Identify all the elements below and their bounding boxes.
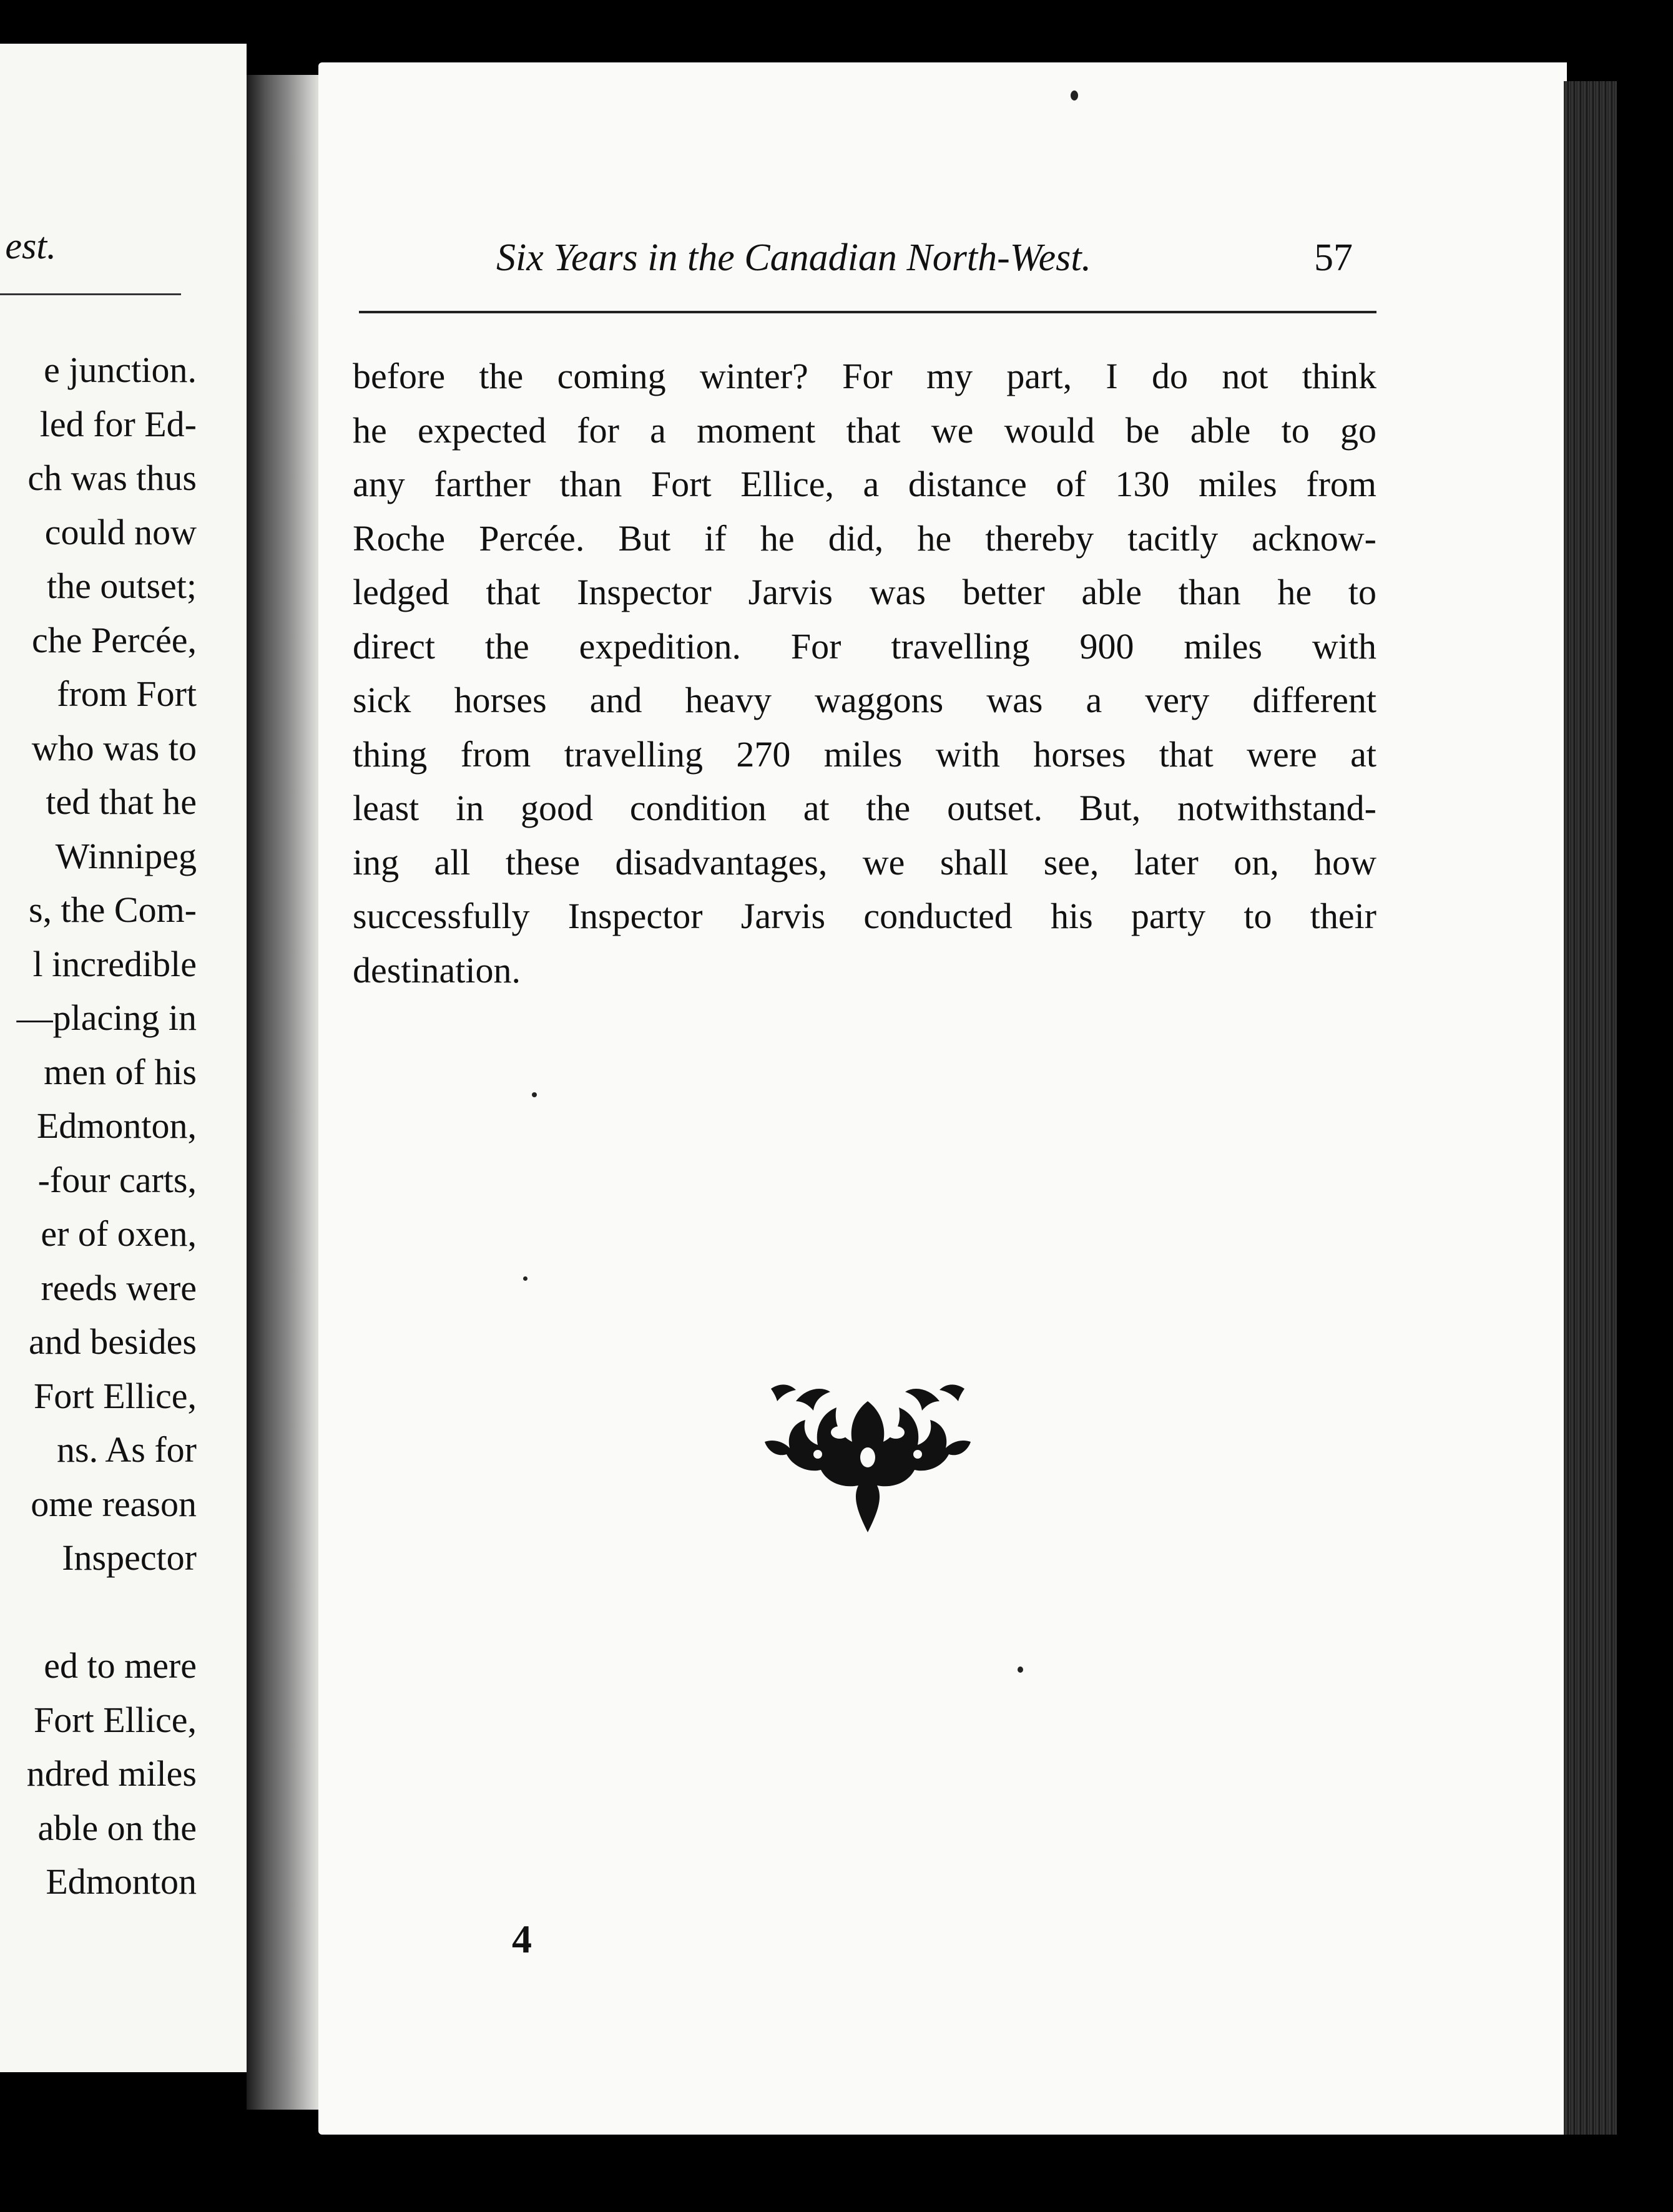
left-line: s, the Com- (28, 889, 197, 930)
body-line: successfully Inspector Jarvis conducted his party to their (353, 896, 1376, 936)
header-rule (359, 311, 1376, 313)
left-line: ome reason (31, 1483, 197, 1524)
body-line: thing from travelling 270 miles with horses that were at (353, 733, 1376, 775)
left-running-head-fragment: est. (5, 225, 56, 267)
running-head: Six Years in the Canadian North-West. (496, 237, 1092, 279)
left-line: could now (44, 511, 197, 552)
page-number: 57 (1314, 237, 1353, 279)
body-line: Roche Percée. But if he did, he thereby tacitly acknow- (353, 517, 1376, 559)
body-line: destination. (353, 949, 521, 991)
left-line: che Percée, (31, 619, 197, 660)
left-line: l incredible (32, 943, 197, 984)
body-text (353, 350, 1376, 997)
paragraph-gap (17, 1585, 197, 1640)
left-line: able on the (37, 1807, 197, 1848)
left-line: ed to mere (44, 1645, 197, 1686)
left-line: ch was thus (27, 458, 197, 498)
left-line: ndred miles (26, 1753, 197, 1794)
left-line: Winnipeg (55, 835, 197, 876)
left-line: men of his (44, 1051, 197, 1092)
binding-gutter (247, 75, 321, 2110)
body-line: sick horses and heavy waggons was a very different (353, 680, 1376, 720)
left-line: e junction. (44, 350, 197, 390)
ink-speck (1018, 1666, 1023, 1673)
left-page-text (17, 343, 197, 1909)
left-line: from Fort (57, 673, 197, 714)
left-line: ted that he (46, 781, 197, 822)
body-line: ledged that Inspector Jarvis was better able than he to (353, 572, 1376, 612)
left-line: Fort Ellice, (34, 1375, 197, 1416)
page-fore-edge (1564, 81, 1617, 2135)
left-line: reeds were (41, 1267, 197, 1308)
left-line: who was to (31, 727, 197, 768)
body-line: direct the expedition. For travelling 900 miles with (353, 625, 1376, 667)
left-line: the outset; (46, 565, 197, 606)
body-line: least in good condition at the outset. But, notwithstand- (353, 788, 1376, 828)
left-page (0, 44, 247, 2072)
left-header-rule (0, 293, 181, 295)
left-line: -four carts, (37, 1159, 197, 1200)
tailpiece-ornament-icon (758, 1364, 977, 1539)
signature-mark: 4 (512, 1917, 532, 1961)
left-line: and besides (29, 1321, 197, 1362)
left-line: Edmonton (46, 1861, 197, 1902)
body-line: any farther than Fort Ellice, a distance of 130 miles from (353, 464, 1376, 504)
left-line: ns. As for (57, 1429, 197, 1470)
ink-speck (523, 1276, 527, 1281)
ink-speck (532, 1092, 537, 1097)
left-line: led for Ed- (39, 403, 197, 444)
left-line: er of oxen, (41, 1213, 197, 1254)
body-line: he expected for a moment that we would be able to go (353, 409, 1376, 451)
body-line: ing all these disadvantages, we shall see, later on, how (353, 841, 1376, 883)
body-line: before the coming winter? For my part, I do not think (353, 356, 1376, 396)
left-line: —placing in (16, 997, 197, 1038)
left-line: Inspector (62, 1537, 197, 1578)
ink-speck (1071, 91, 1078, 100)
left-line: Edmonton, (36, 1105, 197, 1146)
left-line: Fort Ellice, (34, 1699, 197, 1740)
